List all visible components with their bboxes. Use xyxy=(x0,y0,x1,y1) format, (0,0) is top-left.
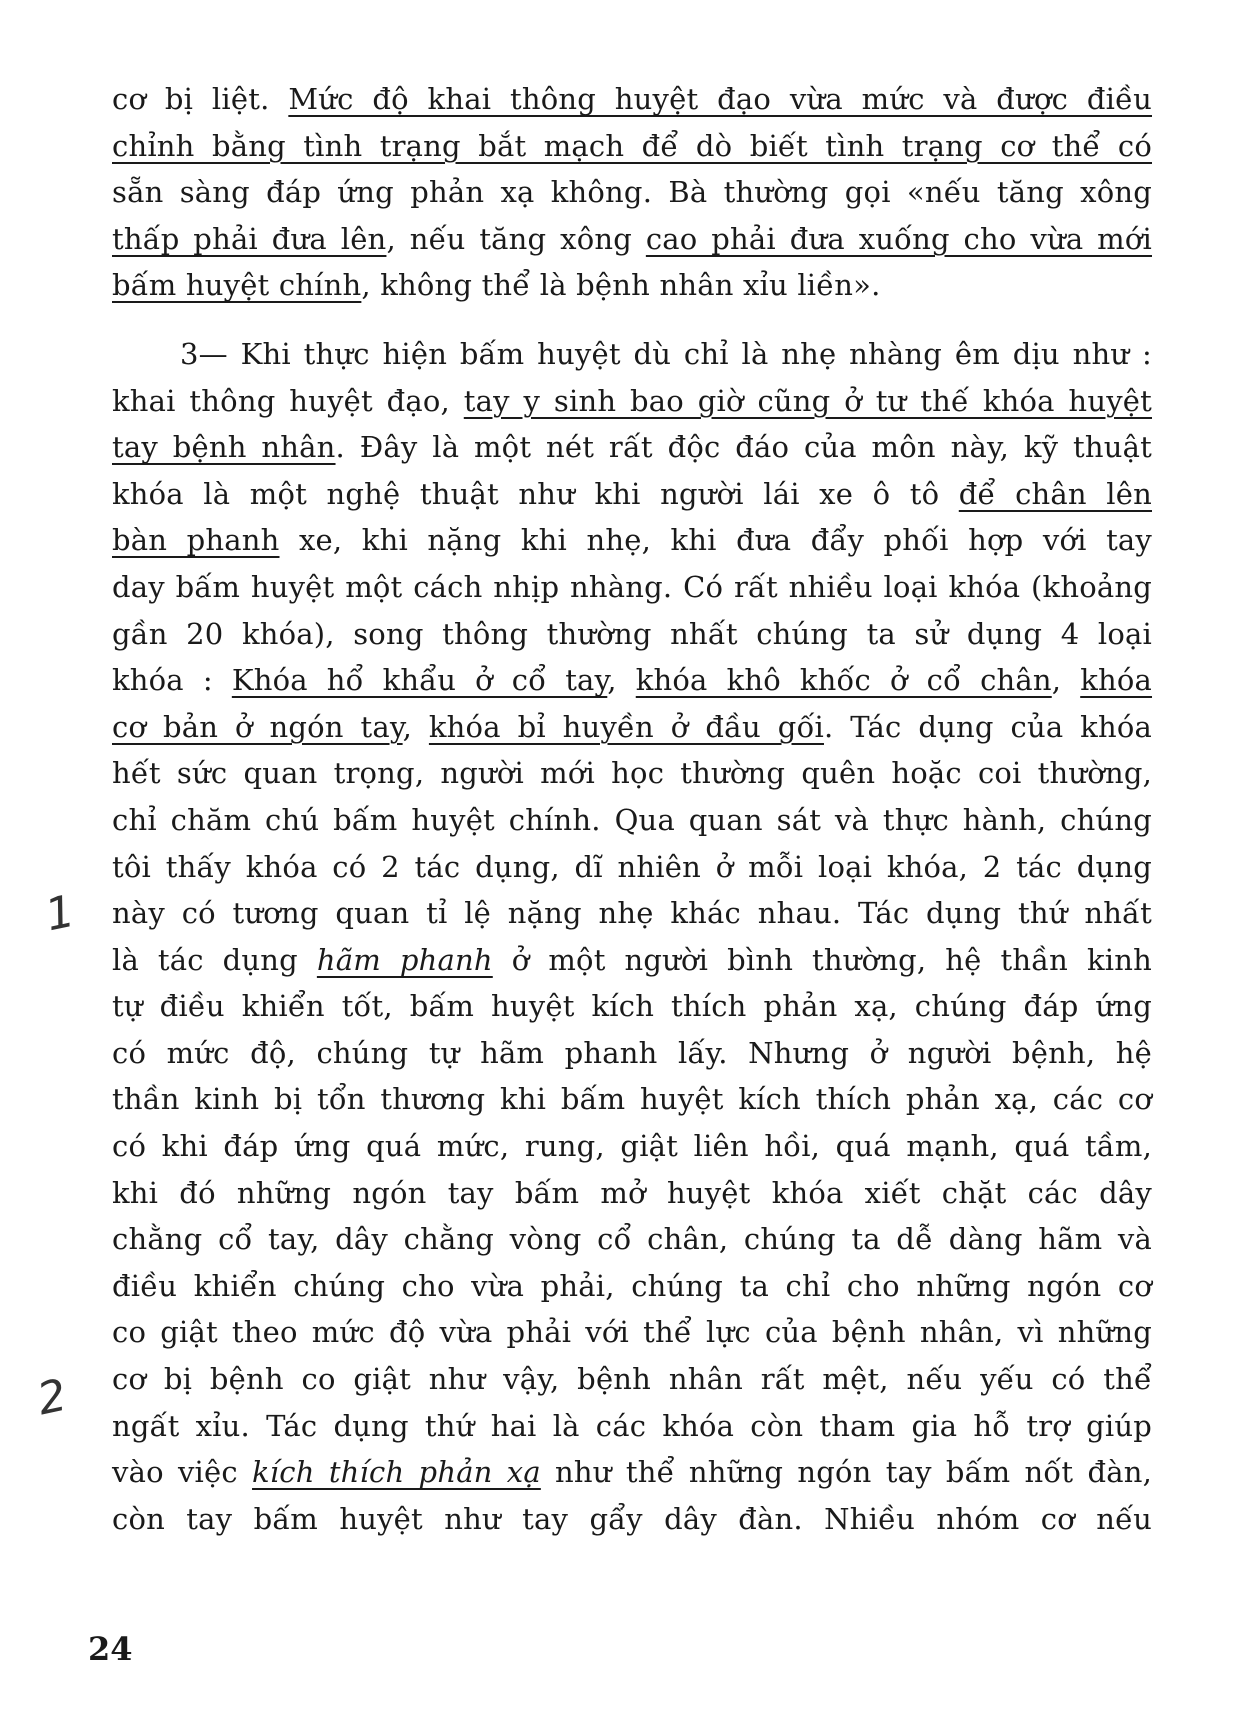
text-run: còn tay bấm huyệt như tay gẩy dây đàn. Nhiều nhóm cơ nếu xyxy=(112,1501,1152,1536)
underlined-phrase: để chân lên xyxy=(958,476,1152,511)
text-run: khi đó những ngón tay bấm mở huyệt khóa xiết chặt các dây xyxy=(112,1175,1152,1210)
text-run: hết sức quan trọng, người mới học thường quên hoặc coi thường, xyxy=(112,756,1152,791)
underlined-phrase: chỉnh bằng tình trạng bắt mạch để dò biết tình trạng cơ thể có xyxy=(112,128,1152,163)
text-run: khóa : xyxy=(112,663,232,698)
text-run: vào việc xyxy=(112,1455,253,1490)
margin-note-1: 1 xyxy=(41,885,79,942)
text-run: cơ bị bệnh co giật như vậy, bệnh nhân rất mệt, nếu yếu có thể xyxy=(112,1362,1152,1397)
text-line xyxy=(112,937,1152,984)
underlined-phrase: tay bệnh nhân xyxy=(112,430,336,465)
text-run: . Đây là một nét rất độc đáo của môn này, kỹ thuật xyxy=(335,430,1153,465)
text-line xyxy=(112,844,1152,891)
text-line xyxy=(112,1030,1152,1077)
text-line xyxy=(112,1356,1152,1403)
underlined-phrase: bàn phanh xyxy=(112,523,280,558)
text-run: là tác dụng xyxy=(112,942,317,977)
underlined-phrase: Khóa hổ khẩu ở cổ tay xyxy=(231,663,608,698)
text-line xyxy=(112,123,1152,170)
text-run: tôi thấy khóa có 2 tác dụng, dĩ nhiên ở mỗi loại khóa, 2 tác dụng xyxy=(112,849,1152,884)
text-run: day bấm huyệt một cách nhịp nhàng. Có rất nhiều loại khóa (khoảng xyxy=(112,569,1152,604)
text-line xyxy=(112,750,1152,797)
body-text xyxy=(112,76,1152,1542)
text-run: chỉ chăm chú bấm huyệt chính. Qua quan sát và thực hành, chúng xyxy=(112,802,1152,837)
text-line xyxy=(112,1496,1152,1543)
text-run: ngất xỉu. Tác dụng thứ hai là các khóa còn tham gia hỗ trợ giúp xyxy=(112,1408,1152,1443)
text-line xyxy=(112,983,1152,1030)
text-run: cơ bị liệt. xyxy=(112,82,289,116)
text-run: điều khiển chúng cho vừa phải, chúng ta chỉ cho những ngón cơ xyxy=(112,1268,1152,1303)
underlined-phrase: bấm huyệt chính xyxy=(112,268,362,303)
underlined-italic-phrase: hãm phanh xyxy=(316,942,493,977)
text-line xyxy=(112,890,1152,937)
text-line xyxy=(112,262,1152,309)
text-run: khai thông huyệt đạo, xyxy=(112,383,464,418)
text-line xyxy=(112,1076,1152,1123)
underlined-phrase: khóa bỉ huyền ở đầu gối xyxy=(428,709,824,744)
underlined-phrase: khóa khô khốc ở cổ chân xyxy=(635,663,1052,698)
text-line xyxy=(112,564,1152,611)
text-line xyxy=(112,1170,1152,1217)
text-run: , xyxy=(607,663,636,698)
underlined-phrase: thấp phải đưa lên xyxy=(112,221,387,256)
text-run: xe, khi nặng khi nhẹ, khi đưa đẩy phối hợp với tay xyxy=(279,523,1152,558)
paragraph-1 xyxy=(112,76,1152,309)
text-run: , xyxy=(1051,663,1081,698)
text-line xyxy=(112,1123,1152,1170)
text-line xyxy=(112,797,1152,844)
text-run: tự điều khiển tốt, bấm huyệt kích thích phản xạ, chúng đáp ứng xyxy=(112,989,1152,1024)
text-run: chằng cổ tay, dây chằng vòng cổ chân, chúng ta dễ dàng hãm và xyxy=(112,1222,1152,1257)
text-run: , xyxy=(402,709,429,744)
text-run: sẵn sàng đáp ứng phản xạ không. Bà thường gọi «nếu tăng xông xyxy=(112,175,1152,210)
page-number: 24 xyxy=(88,1630,133,1668)
text-run: , không thể là bệnh nhân xỉu liền». xyxy=(361,268,881,303)
text-run: này có tương quan tỉ lệ nặng nhẹ khác nhau. Tác dụng thứ nhất xyxy=(112,896,1152,931)
text-line xyxy=(112,1263,1152,1310)
underlined-italic-phrase: kích thích phản xạ xyxy=(252,1455,541,1490)
text-line xyxy=(112,169,1152,216)
text-line xyxy=(112,517,1152,564)
text-run: , nếu tăng xông xyxy=(386,221,646,256)
text-line xyxy=(112,657,1152,704)
text-line xyxy=(112,378,1152,425)
underlined-phrase: Mức độ khai thông huyệt đạo vừa mức và được điều xyxy=(288,82,1152,116)
text-run: khóa là một nghệ thuật như khi người lái xe ô tô xyxy=(112,476,959,511)
text-run: ở một người bình thường, hệ thần kinh xyxy=(492,942,1153,977)
text-line xyxy=(112,216,1152,263)
text-run: 3— Khi thực hiện bấm huyệt dù chỉ là nhẹ nhàng êm dịu như : xyxy=(180,336,1152,371)
margin-note-2: 2 xyxy=(33,1369,71,1426)
text-run: co giật theo mức độ vừa phải với thể lực của bệnh nhân, vì những xyxy=(112,1315,1152,1350)
text-line xyxy=(112,1309,1152,1356)
text-line xyxy=(112,424,1152,471)
text-line xyxy=(112,611,1152,658)
underlined-phrase: cơ bản ở ngón tay xyxy=(112,709,403,744)
text-line xyxy=(112,471,1152,518)
text-line xyxy=(112,1403,1152,1450)
text-run: . Tác dụng của khóa xyxy=(823,709,1152,744)
underlined-phrase: cao phải đưa xuống cho vừa mới xyxy=(645,221,1152,256)
text-run: như thể những ngón tay bấm nốt đàn, xyxy=(540,1455,1152,1490)
underlined-phrase: khóa xyxy=(1080,663,1153,698)
text-run: gần 20 khóa), song thông thường nhất chúng ta sử dụng 4 loại xyxy=(112,616,1152,651)
text-line xyxy=(112,76,1152,123)
text-line xyxy=(112,1216,1152,1263)
underlined-phrase: tay y sinh bao giờ cũng ở tư thế khóa huyệt xyxy=(463,383,1152,418)
paragraph-2 xyxy=(112,331,1152,1542)
text-run: có khi đáp ứng quá mức, rung, giật liên hồi, quá mạnh, quá tầm, xyxy=(112,1129,1152,1164)
text-line xyxy=(112,1449,1152,1496)
text-line xyxy=(112,704,1152,751)
text-run: thần kinh bị tổn thương khi bấm huyệt kích thích phản xạ, các cơ xyxy=(112,1082,1152,1117)
paragraph-gap xyxy=(112,309,1152,331)
text-line xyxy=(112,331,1152,378)
text-run: có mức độ, chúng tự hãm phanh lấy. Nhưng ở người bệnh, hệ xyxy=(112,1035,1152,1070)
